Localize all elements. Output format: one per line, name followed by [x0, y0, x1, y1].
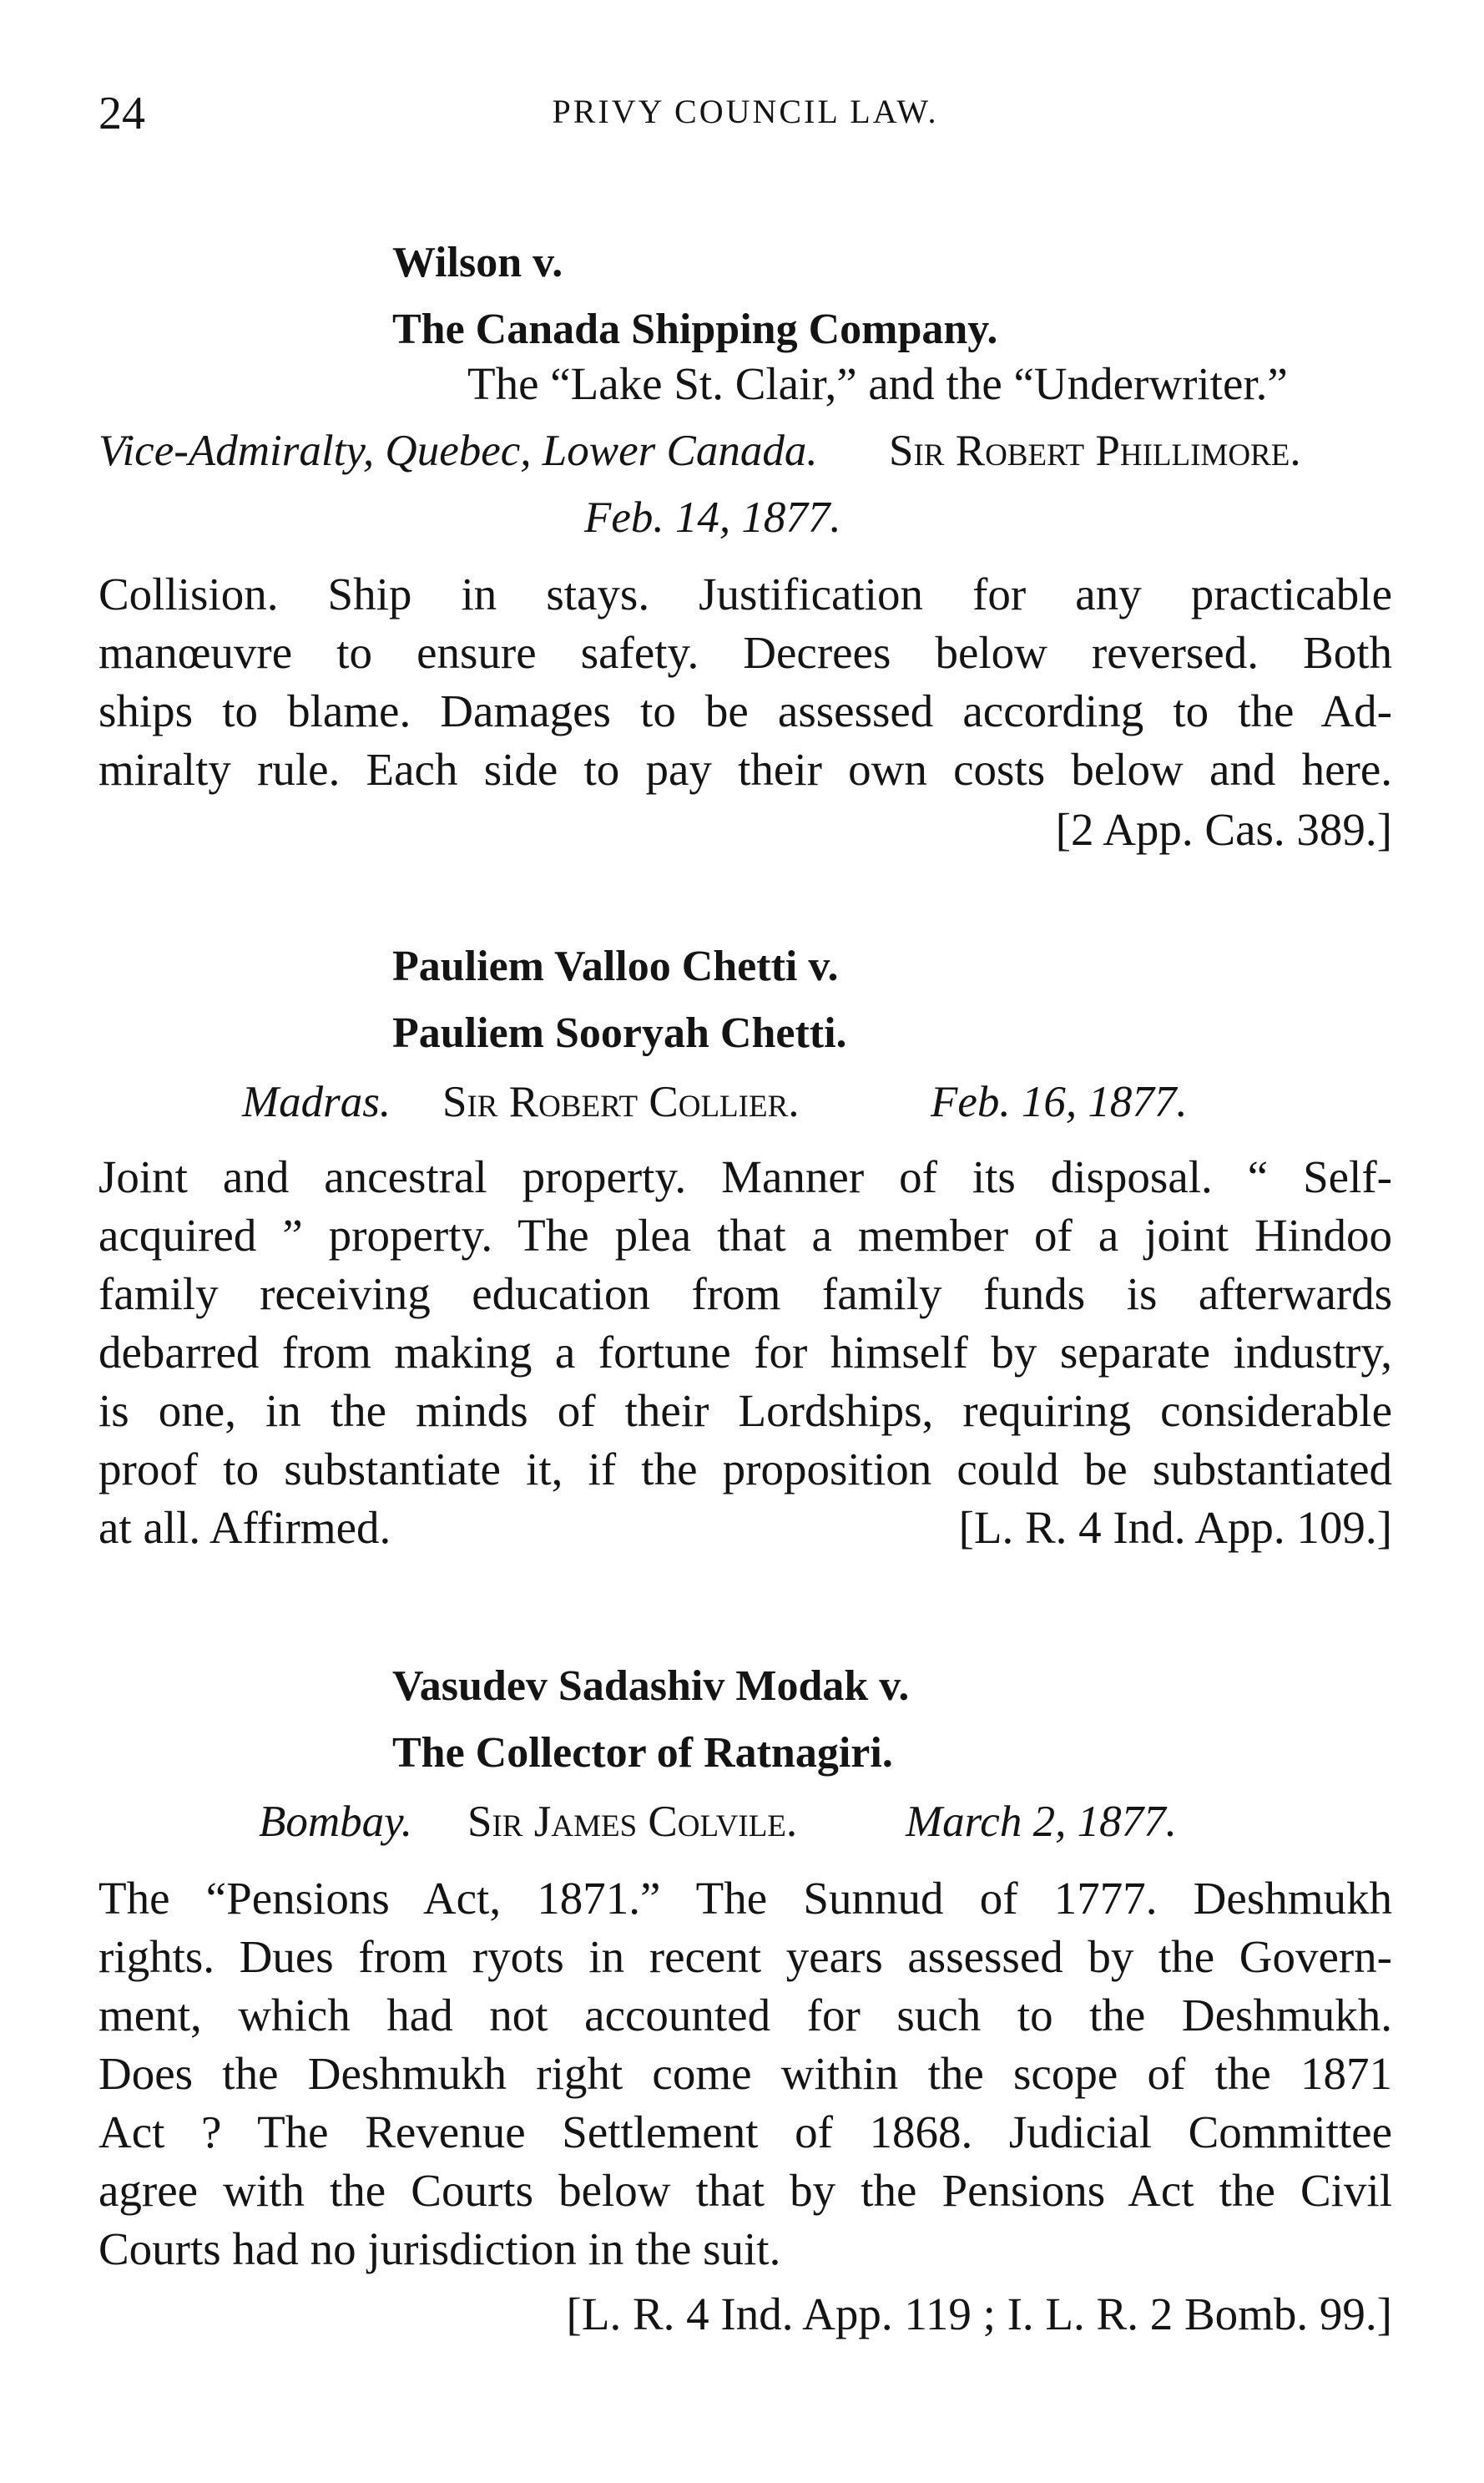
case-1-body-line: ships to blame. Damages to be assessed according to the Ad- — [98, 685, 1392, 736]
case-3-date: March 2, 1877. — [906, 1798, 1177, 1846]
case-2-judge: Sir Robert Collier. — [442, 1078, 800, 1126]
case-1-date: Feb. 14, 1877. — [584, 493, 841, 542]
case-1-body-line: manœuvre to ensure safety. Decrees below reversed. Both — [98, 627, 1392, 678]
case-1-body-line: Collision. Ship in stays. Justification for any practicable — [98, 569, 1392, 619]
case-3-party-2: The Collector of Ratnagiri. — [392, 1729, 893, 1777]
case-3-citation: [L. R. 4 Ind. App. 119 ; I. L. R. 2 Bomb. 99.] — [566, 2288, 1392, 2339]
case-3-body-line: agree with the Courts below that by the Pensions Act the Civil — [98, 2165, 1392, 2216]
case-3-party-1: Vasudev Sadashiv Modak v. — [392, 1662, 910, 1710]
case-3-body-line: Does the Deshmukh right come within the scope of the 1871 — [98, 2048, 1392, 2099]
case-2-party-1: Pauliem Valloo Chetti v. — [392, 943, 839, 990]
case-3-body-line: Act ? The Revenue Settlement of 1868. Judicial Committee — [98, 2106, 1392, 2157]
page-number: 24 — [98, 88, 145, 139]
case-2-body-line: family receiving education from family funds is afterwards — [98, 1268, 1392, 1319]
case-3-body-line: Courts had no jurisdiction in the suit. — [98, 2223, 781, 2274]
case-2-body-line: proof to substantiate it, if the proposition could be substantiated — [98, 1444, 1392, 1494]
case-2-body-line: Joint and ancestral property. Manner of its disposal. “ Self- — [98, 1151, 1392, 1202]
case-2-body-line: is one, in the minds of their Lordships, requiring considerable — [98, 1385, 1392, 1436]
case-2-party-2: Pauliem Sooryah Chetti. — [392, 1009, 847, 1057]
case-2-court: Madras. — [242, 1078, 391, 1126]
case-1-party-1: Wilson v. — [392, 239, 563, 286]
case-2-citation: [L. R. 4 Ind. App. 109.] — [958, 1502, 1392, 1553]
case-1-body-line: miralty rule. Each side to pay their own costs below and here. — [98, 744, 1392, 795]
case-1-citation: [2 App. Cas. 389.] — [1055, 804, 1392, 855]
page-header — [98, 87, 1392, 154]
running-title: PRIVY COUNCIL LAW. — [552, 93, 939, 130]
case-1-judge: Sir Robert Phillimore. — [889, 427, 1301, 475]
case-3-body-line: The “Pensions Act, 1871.” The Sunnud of 1777. Deshmukh — [98, 1873, 1392, 1924]
case-3-body-line: ment, which had not accounted for such to the Deshmukh. — [98, 1990, 1392, 2041]
case-2-date: Feb. 16, 1877. — [931, 1078, 1188, 1126]
case-2-body-line: acquired ” property. The plea that a member of a joint Hindoo — [98, 1210, 1392, 1261]
case-3-judge: Sir James Colvile. — [467, 1798, 798, 1846]
case-1-party-2: The Canada Shipping Company. — [392, 306, 998, 353]
case-2-body-line: at all. Affirmed. — [98, 1502, 391, 1553]
case-2-body-line: debarred from making a fortune for himself by separate industry, — [98, 1327, 1392, 1378]
case-3-body-line: rights. Dues from ryots in recent years assessed by the Govern- — [98, 1931, 1392, 1982]
case-3-court: Bombay. — [259, 1798, 412, 1846]
case-1-ships: The “Lake St. Clair,” and the “Underwriter.” — [467, 358, 1288, 409]
case-1-court: Vice-Admiralty, Quebec, Lower Canada. — [98, 427, 818, 475]
